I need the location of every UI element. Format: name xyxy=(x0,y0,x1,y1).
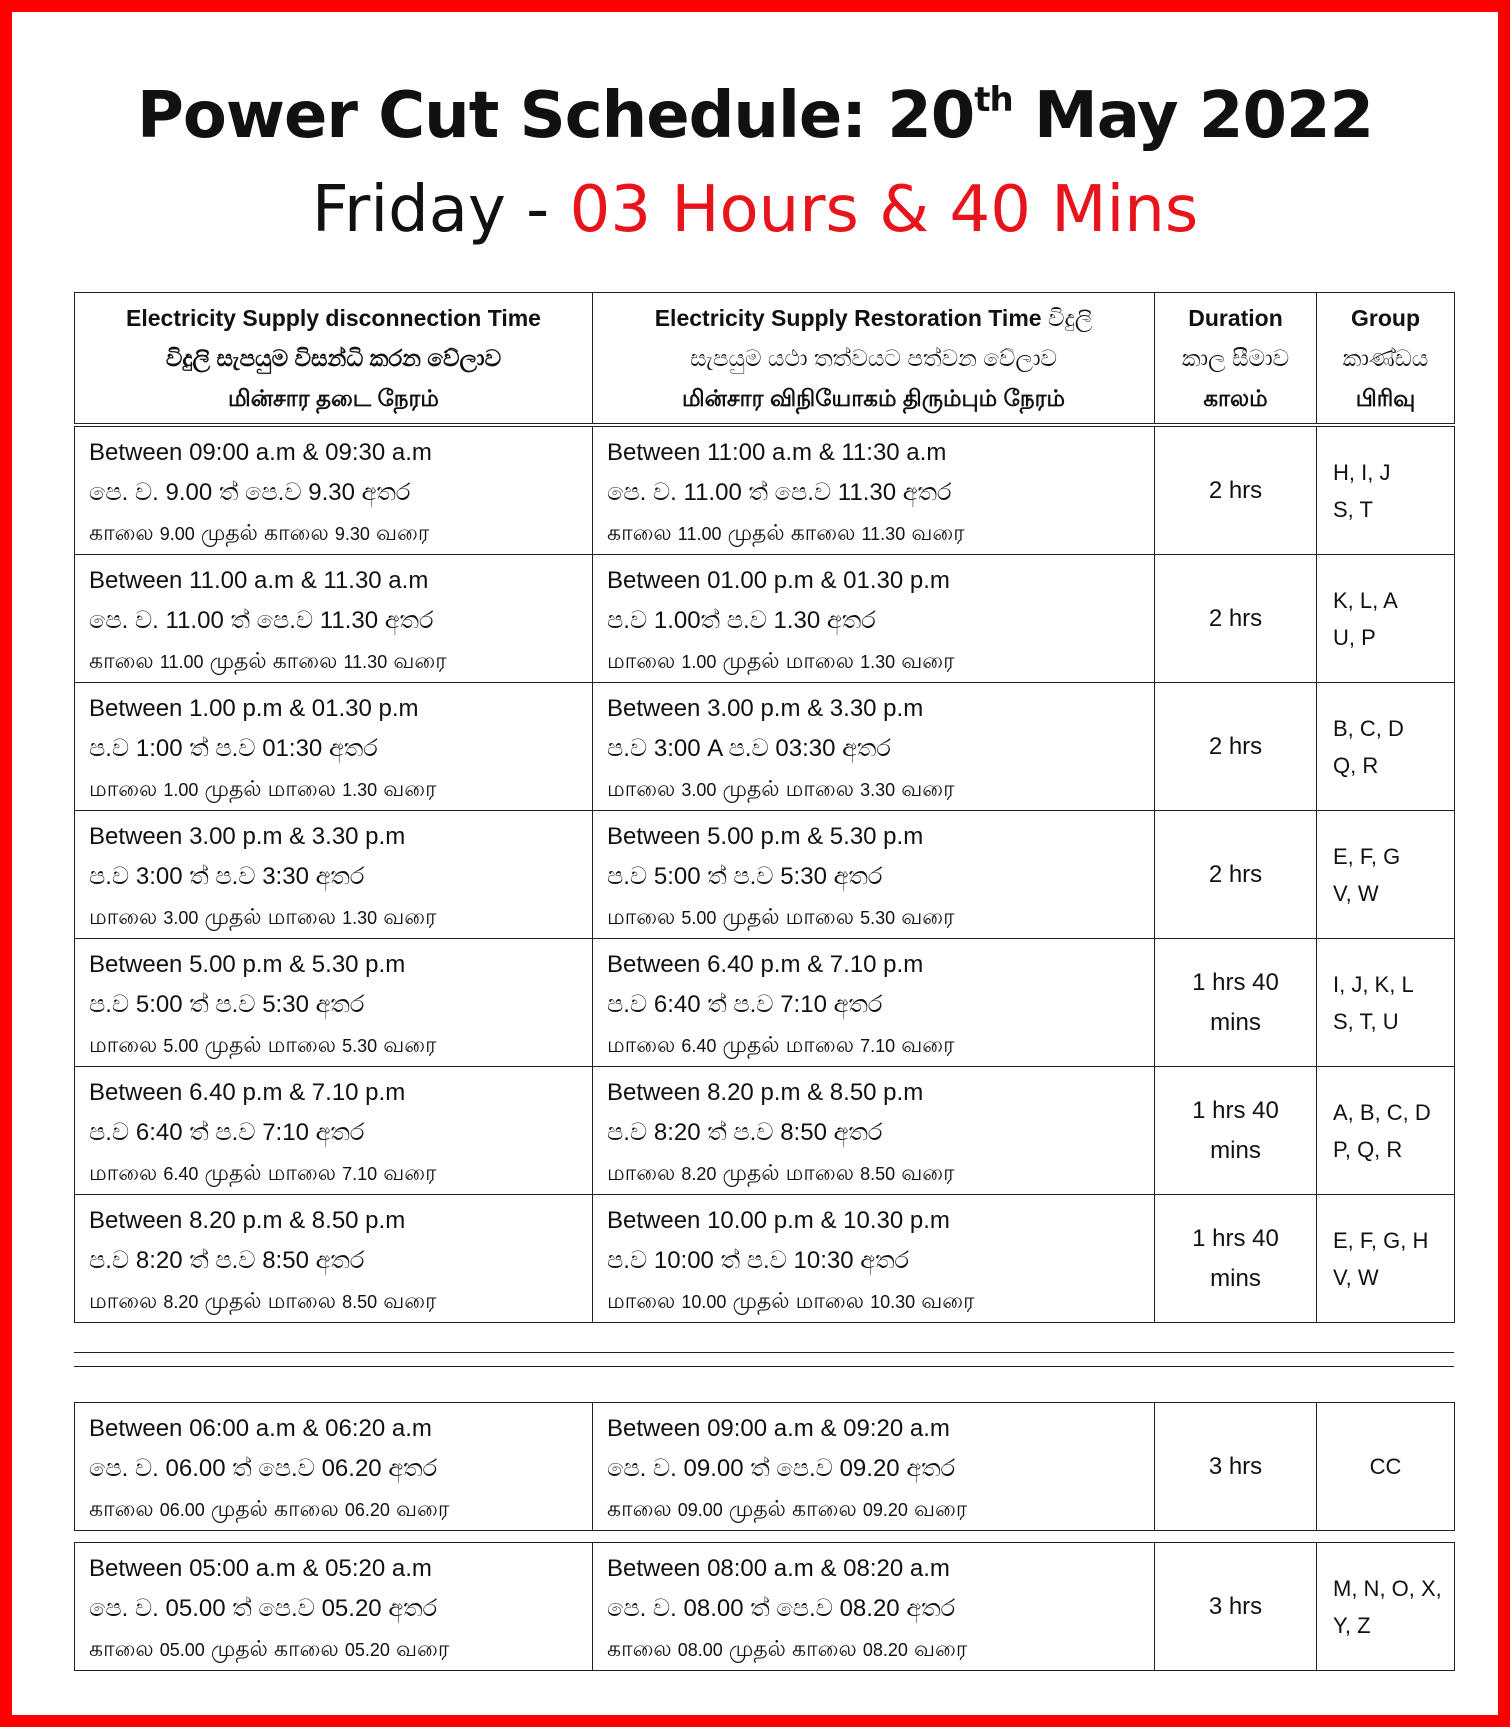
restore-time-cell xyxy=(593,1195,1155,1323)
group-cell xyxy=(1317,683,1455,811)
restore-time-si: ප.ව 3:00 A ප.ව 03:30 අතර xyxy=(607,735,891,762)
header-duration-si: කාල සීමාව xyxy=(1181,345,1290,371)
disconnect-time-cell xyxy=(75,683,593,811)
page-subtitle xyxy=(12,168,1498,252)
restore-time-cell xyxy=(593,1403,1155,1531)
disconnect-time-cell xyxy=(75,1195,593,1323)
group-cell xyxy=(1317,811,1455,939)
header-group xyxy=(1317,293,1455,426)
restore-time-ta: மாலை 3.00 முதல் மாலை 3.30 வரை xyxy=(607,776,955,801)
disconnect-time-ta: மாலை 5.00 முதல் மாலை 5.30 வரை xyxy=(89,1032,437,1057)
disconnect-time-cell xyxy=(75,555,593,683)
table-row xyxy=(75,939,1455,1067)
disconnect-time-ta: மாலை 3.00 முதல் மாலை 1.30 வரை xyxy=(89,904,437,929)
table-row xyxy=(75,1403,1455,1531)
table-header-row xyxy=(75,293,1455,426)
subtitle-dash: - xyxy=(505,173,570,247)
group-line-1: E, F, G, H xyxy=(1333,1227,1429,1253)
total-duration: 03 Hours & 40 Mins xyxy=(569,173,1199,247)
group-cell xyxy=(1317,555,1455,683)
group-cell xyxy=(1317,1543,1455,1671)
disconnect-time-en: Between 1.00 p.m & 01.30 p.m xyxy=(89,695,419,722)
table-row xyxy=(75,811,1455,939)
disconnect-time-cell xyxy=(75,1543,593,1671)
schedule-body xyxy=(75,425,1455,1323)
header-group-en: Group xyxy=(1351,305,1420,331)
group-line-1: CC xyxy=(1369,1454,1402,1479)
title-main: Power Cut Schedule: 20 xyxy=(136,79,975,153)
group-line-2: V, W xyxy=(1333,880,1379,906)
group-line-2: P, Q, R xyxy=(1333,1136,1403,1162)
disconnect-time-si: පෙ. ව. 05.00 ත් පෙ.ව 05.20 අතර xyxy=(89,1595,438,1622)
restore-time-cell xyxy=(593,939,1155,1067)
header-restore xyxy=(593,293,1155,426)
disconnect-time-ta: மாலை 8.20 முதல் மாலை 8.50 வரை xyxy=(89,1288,437,1313)
disconnect-time-cell xyxy=(75,939,593,1067)
group-line-1: I, J, K, L xyxy=(1333,971,1414,997)
restore-time-en: Between 10.00 p.m & 10.30 p.m xyxy=(607,1207,950,1234)
extra-schedule-table-2 xyxy=(74,1542,1455,1671)
restore-time-si: පෙ. ව. 11.00 ත් පෙ.ව 11.30 අතර xyxy=(607,479,952,506)
restore-time-en: Between 11:00 a.m & 11:30 a.m xyxy=(607,439,947,466)
restore-time-cell xyxy=(593,425,1155,555)
restore-time-cell xyxy=(593,683,1155,811)
separator-line-2 xyxy=(74,1366,1454,1367)
restore-time-cell xyxy=(593,811,1155,939)
restore-time-si: ප.ව 10:00 ත් ප.ව 10:30 අතර xyxy=(607,1247,910,1274)
header-duration xyxy=(1155,293,1317,426)
day-label: Friday xyxy=(311,173,506,247)
disconnect-time-en: Between 06:00 a.m & 06:20 a.m xyxy=(89,1415,432,1442)
group-line-1: B, C, D xyxy=(1333,715,1404,741)
disconnect-time-si: පෙ. ව. 9.00 ත් පෙ.ව 9.30 අතර xyxy=(89,479,411,506)
restore-time-ta: மாலை 6.40 முதல் மாலை 7.10 வரை xyxy=(607,1032,955,1057)
restore-time-en: Between 3.00 p.m & 3.30 p.m xyxy=(607,695,924,722)
table-row xyxy=(75,425,1455,555)
restore-time-cell xyxy=(593,1067,1155,1195)
header-restore-si: සැපයුම යථා තත්වයට පත්වන වේලාව xyxy=(689,345,1058,371)
schedule-table xyxy=(74,292,1455,1323)
restore-time-en: Between 09:00 a.m & 09:20 a.m xyxy=(607,1415,950,1442)
duration-cell: 1 hrs 40 mins xyxy=(1155,1067,1317,1195)
group-line-2: U, P xyxy=(1333,624,1376,650)
restore-time-en: Between 08:00 a.m & 08:20 a.m xyxy=(607,1555,950,1582)
duration-cell: 3 hrs xyxy=(1155,1543,1317,1671)
duration-cell: 1 hrs 40 mins xyxy=(1155,1195,1317,1323)
duration-cell: 3 hrs xyxy=(1155,1403,1317,1531)
header-disconnect xyxy=(75,293,593,426)
disconnect-time-ta: காலை 06.00 முதல் காலை 06.20 வரை xyxy=(89,1496,450,1521)
disconnect-time-cell xyxy=(75,1067,593,1195)
restore-time-si: ප.ව 6:40 ත් ප.ව 7:10 අතර xyxy=(607,991,883,1018)
restore-time-en: Between 6.40 p.m & 7.10 p.m xyxy=(607,951,924,978)
group-line-1: E, F, G xyxy=(1333,843,1401,869)
restore-time-ta: மாலை 10.00 முதல் மாலை 10.30 வரை xyxy=(607,1288,975,1313)
disconnect-time-ta: மாலை 1.00 முதல் மாலை 1.30 வரை xyxy=(89,776,437,801)
header-restore-ta: மின்சார விநியோகம் திரும்பும் நேரம் xyxy=(681,385,1065,411)
restore-time-ta: காலை 11.00 முதல் காலை 11.30 வரை xyxy=(607,520,965,545)
table-row xyxy=(75,683,1455,811)
group-line-2: Y, Z xyxy=(1333,1612,1371,1638)
duration-cell: 2 hrs xyxy=(1155,425,1317,555)
disconnect-time-en: Between 11.00 a.m & 11.30 a.m xyxy=(89,567,429,594)
disconnect-time-en: Between 3.00 p.m & 3.30 p.m xyxy=(89,823,406,850)
restore-time-en: Between 8.20 p.m & 8.50 p.m xyxy=(607,1079,924,1106)
group-line-2: V, W xyxy=(1333,1264,1379,1290)
restore-time-si: ප.ව 5:00 ත් ප.ව 5:30 අතර xyxy=(607,863,883,890)
title-end: May 2022 xyxy=(1012,79,1374,153)
table-row xyxy=(75,1543,1455,1671)
group-cell xyxy=(1317,1067,1455,1195)
header-disconnect-si: විදුලි සැපයුම විසන්ධි කරන වේලාව xyxy=(165,345,502,371)
duration-cell: 2 hrs xyxy=(1155,555,1317,683)
disconnect-time-si: ප.ව 3:00 ත් ප.ව 3:30 අතර xyxy=(89,863,365,890)
restore-time-si: පෙ. ව. 08.00 ත් පෙ.ව 08.20 අතර xyxy=(607,1595,956,1622)
restore-time-si: පෙ. ව. 09.00 ත් පෙ.ව 09.20 අතර xyxy=(607,1455,956,1482)
restore-time-ta: காலை 08.00 முதல் காலை 08.20 வரை xyxy=(607,1636,968,1661)
disconnect-time-si: පෙ. ව. 06.00 ත් පෙ.ව 06.20 අතර xyxy=(89,1455,438,1482)
restore-time-ta: மாலை 1.00 முதல் மாலை 1.30 வரை xyxy=(607,648,955,673)
extra-schedule-table-1 xyxy=(74,1402,1455,1531)
disconnect-time-en: Between 6.40 p.m & 7.10 p.m xyxy=(89,1079,406,1106)
group-cell xyxy=(1317,425,1455,555)
disconnect-time-en: Between 09:00 a.m & 09:30 a.m xyxy=(89,439,432,466)
header-group-si: කාණ්ඩය xyxy=(1342,345,1429,371)
group-cell xyxy=(1317,1195,1455,1323)
header-disconnect-ta: மின்சார தடை நேரம் xyxy=(228,385,439,411)
disconnect-time-si: ප.ව 6:40 ත් ප.ව 7:10 අතර xyxy=(89,1119,365,1146)
duration-cell: 1 hrs 40 mins xyxy=(1155,939,1317,1067)
restore-time-en: Between 01.00 p.m & 01.30 p.m xyxy=(607,567,950,594)
group-line-1: M, N, O, X, xyxy=(1333,1575,1442,1601)
disconnect-time-si: ප.ව 5:00 ත් ප.ව 5:30 අතර xyxy=(89,991,365,1018)
disconnect-time-ta: காலை 11.00 முதல் காலை 11.30 வரை xyxy=(89,648,447,673)
page-title xyxy=(12,76,1498,156)
disconnect-time-ta: காலை 05.00 முதல் காலை 05.20 வரை xyxy=(89,1636,450,1661)
disconnect-time-en: Between 8.20 p.m & 8.50 p.m xyxy=(89,1207,406,1234)
duration-cell: 2 hrs xyxy=(1155,811,1317,939)
disconnect-time-ta: மாலை 6.40 முதல் மாலை 7.10 வரை xyxy=(89,1160,437,1185)
disconnect-time-cell xyxy=(75,1403,593,1531)
group-line-2: Q, R xyxy=(1333,752,1379,778)
disconnect-time-cell xyxy=(75,425,593,555)
restore-time-cell xyxy=(593,1543,1155,1671)
group-line-1: A, B, C, D xyxy=(1333,1099,1431,1125)
group-cell xyxy=(1317,1403,1455,1531)
restore-time-en: Between 5.00 p.m & 5.30 p.m xyxy=(607,823,924,850)
table-row xyxy=(75,555,1455,683)
separator-line-1 xyxy=(74,1352,1454,1353)
restore-time-ta: மாலை 5.00 முதல் மாலை 5.30 வரை xyxy=(607,904,955,929)
disconnect-time-en: Between 05:00 a.m & 05:20 a.m xyxy=(89,1555,432,1582)
disconnect-time-ta: காலை 9.00 முதல் காலை 9.30 வரை xyxy=(89,520,430,545)
title-superscript: th xyxy=(974,80,1013,120)
restore-time-ta: மாலை 8.20 முதல் மாலை 8.50 வரை xyxy=(607,1160,955,1185)
disconnect-time-si: ප.ව 1:00 ත් ප.ව 01:30 අතර xyxy=(89,735,378,762)
restore-time-si: ප.ව 1.00ත් ප.ව 1.30 අතර xyxy=(607,607,876,634)
group-line-1: H, I, J xyxy=(1333,459,1391,485)
header-restore-si-inline: විදුලි xyxy=(1041,305,1093,331)
group-line-2: S, T, U xyxy=(1333,1008,1399,1034)
header-disconnect-en: Electricity Supply disconnection Time xyxy=(126,305,541,331)
header-restore-en: Electricity Supply Restoration Time xyxy=(654,305,1042,331)
header-duration-en: Duration xyxy=(1188,305,1283,331)
restore-time-cell xyxy=(593,555,1155,683)
header-duration-ta: காலம் xyxy=(1203,385,1268,411)
restore-time-ta: காலை 09.00 முதல் காலை 09.20 வரை xyxy=(607,1496,968,1521)
disconnect-time-en: Between 5.00 p.m & 5.30 p.m xyxy=(89,951,406,978)
table-row xyxy=(75,1195,1455,1323)
group-cell xyxy=(1317,939,1455,1067)
disconnect-time-si: පෙ. ව. 11.00 ත් පෙ.ව 11.30 අතර xyxy=(89,607,434,634)
group-line-1: K, L, A xyxy=(1333,587,1398,613)
table-row xyxy=(75,1067,1455,1195)
restore-time-si: ප.ව 8:20 ත් ප.ව 8:50 අතර xyxy=(607,1119,883,1146)
header-group-ta: பிரிவு xyxy=(1355,385,1416,411)
group-line-2: S, T xyxy=(1333,496,1373,522)
duration-cell: 2 hrs xyxy=(1155,683,1317,811)
disconnect-time-cell xyxy=(75,811,593,939)
disconnect-time-si: ප.ව 8:20 ත් ප.ව 8:50 අතර xyxy=(89,1247,365,1274)
